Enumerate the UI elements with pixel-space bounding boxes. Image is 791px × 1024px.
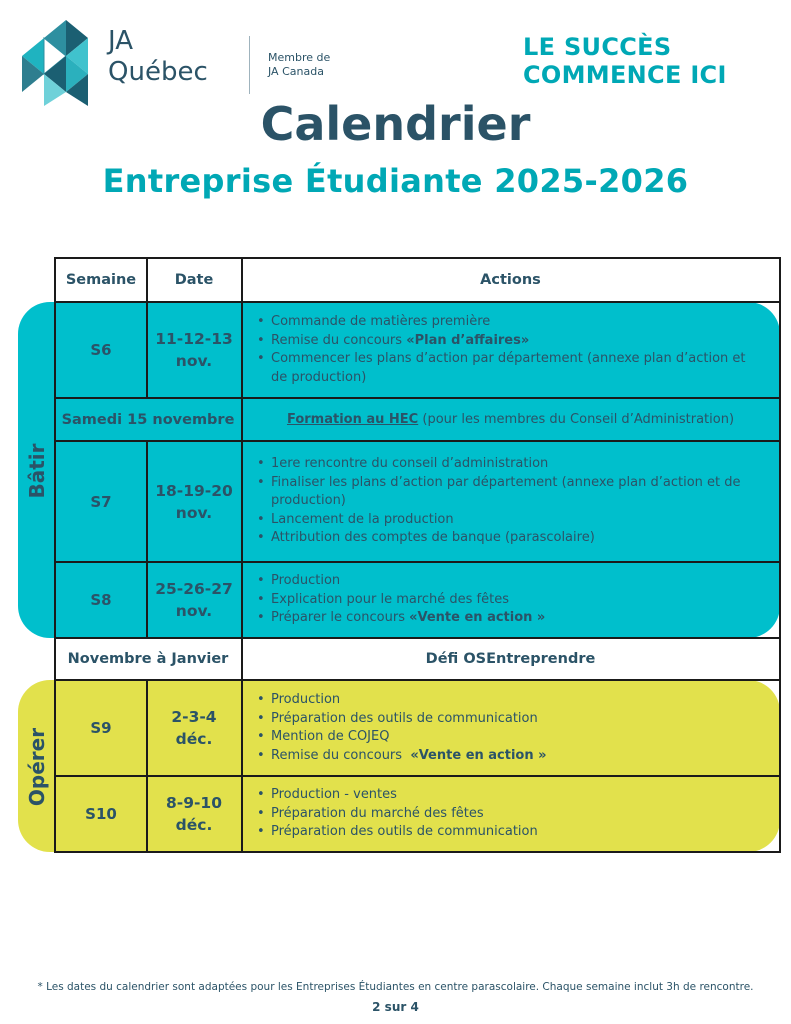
page-subtitle: Entreprise Étudiante 2025-2026 — [102, 162, 689, 200]
page-title: Calendrier — [260, 97, 531, 151]
grid-line — [54, 397, 781, 399]
week-cell: S6 — [90, 341, 112, 359]
actions-cell — [241, 562, 780, 638]
grid-line — [241, 257, 243, 853]
actions-list — [241, 786, 538, 842]
action-item: • Attribution des comptes de banque (parascolaire) — [271, 529, 780, 548]
grid-line — [54, 637, 781, 639]
actions-list — [241, 455, 780, 548]
grid-line — [146, 679, 148, 853]
date-cell: 11-12-13 nov. — [155, 330, 233, 370]
action-item: • Préparer le concours «Vente en action » — [271, 609, 545, 628]
action-item: • Préparation des outils de communication — [271, 823, 538, 842]
action-item: • Explication pour le marché des fêtes — [271, 591, 545, 610]
span-label-cell: Samedi 15 novembre — [61, 411, 235, 428]
action-item: • Lancement de la production — [271, 511, 780, 530]
action-item: • Production — [271, 572, 545, 591]
action-item: • Préparation des outils de communication — [271, 710, 547, 729]
grid-line — [54, 440, 781, 442]
brand-name: JA Québec — [108, 26, 208, 87]
action-item: • 1ere rencontre du conseil d’administration — [271, 455, 780, 474]
grid-line — [54, 851, 781, 853]
action-item: • Remise du concours «Plan d’affaires» — [271, 332, 780, 351]
footnote: * Les dates du calendrier sont adaptées pour les Entreprises Étudiantes en centre parascolaire. Chaque semaine inclut 3h de rencontre. — [37, 981, 754, 993]
actions-list — [241, 691, 547, 765]
action-item: • Préparation du marché des fêtes — [271, 805, 538, 824]
actions-cell — [241, 441, 780, 562]
week-cell: S7 — [90, 492, 112, 511]
event-cell: Formation au HEC (pour les membres du Conseil d’Administration) — [286, 412, 735, 427]
action-item: • Commencer les plans d’action par département (annexe plan d’action et de production) — [271, 350, 780, 387]
week-cell: S9 — [90, 719, 112, 737]
phase-label-operer: Opérer — [25, 727, 49, 807]
week-cell: S8 — [90, 591, 112, 609]
actions-cell — [241, 776, 780, 852]
action-item: • Finaliser les plans d’action par département (annexe plan d’action et de production) — [271, 474, 780, 511]
grid-line — [54, 679, 781, 681]
page-number: 2 sur 4 — [372, 1000, 419, 1014]
date-cell: 25-26-27 nov. — [155, 580, 233, 620]
grid-line — [146, 440, 148, 638]
grid-line — [54, 257, 781, 259]
span-label-cell: Novembre à Janvier — [67, 651, 229, 667]
action-item: • Commande de matières première — [271, 313, 780, 332]
grid-line — [54, 301, 781, 303]
action-item: • Remise du concours «Vente en action » — [271, 747, 547, 766]
ja-quebec-logo-icon — [20, 20, 94, 106]
actions-cell — [241, 302, 780, 398]
actions-cell — [241, 680, 780, 776]
header-divider — [249, 36, 250, 94]
column-header-actions: Actions — [480, 272, 541, 288]
grid-line — [54, 561, 781, 563]
phase-label-batir: Bâtir — [25, 443, 49, 499]
grid-line — [54, 257, 56, 853]
action-item: • Mention de COJEQ — [271, 728, 547, 747]
column-header-semaine: Semaine — [65, 272, 137, 288]
week-cell: S10 — [85, 805, 117, 823]
date-cell: 2-3-4 déc. — [171, 708, 217, 748]
action-item: • Production - ventes — [271, 786, 538, 805]
date-cell: 8-9-10 déc. — [165, 794, 222, 834]
event-cell: Défi OSEntreprendre — [425, 651, 596, 667]
actions-list — [241, 572, 545, 628]
column-header-date: Date — [174, 272, 214, 288]
action-item: • Production — [271, 691, 547, 710]
grid-line — [146, 257, 148, 398]
actions-list — [241, 313, 780, 387]
grid-line — [54, 775, 781, 777]
formation-hec-link[interactable]: Formation au HEC — [286, 412, 419, 427]
slogan: LE SUCCÈS COMMENCE ICI — [523, 33, 727, 89]
date-cell: 18-19-20 nov. — [155, 481, 233, 522]
member-note: Membre de JA Canada — [268, 51, 331, 78]
grid-line — [779, 257, 781, 853]
